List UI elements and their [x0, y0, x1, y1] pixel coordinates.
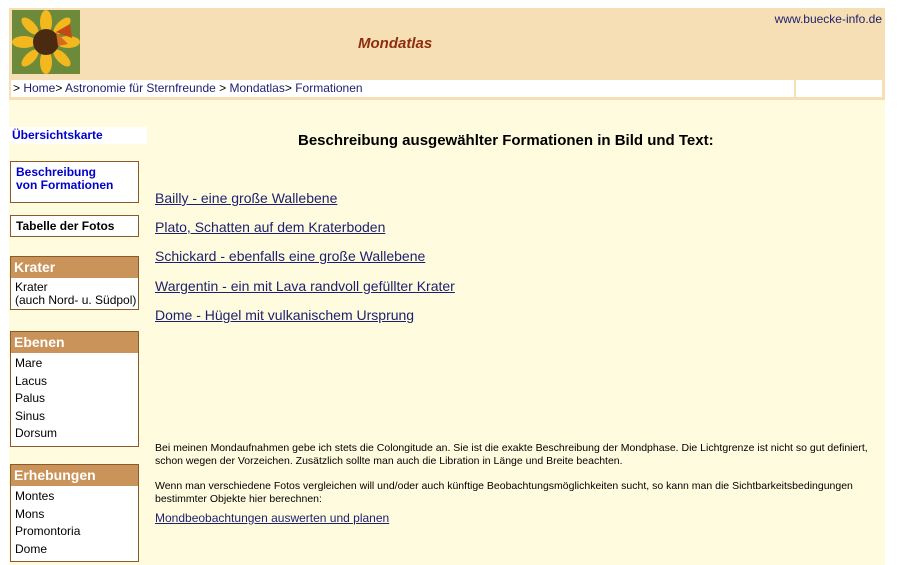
sidebar-krater-box: [10, 256, 139, 310]
plan-observations-link[interactable]: Mondbeobachtungen auswerten und planen: [155, 511, 390, 525]
sidebar-item-sinus[interactable]: Sinus: [15, 408, 46, 423]
sidebar-item-mons[interactable]: Mons: [15, 506, 45, 521]
breadcrumb-formationen[interactable]: Formationen: [295, 81, 363, 95]
krater-line1: Krater: [15, 280, 48, 294]
krater-line2: (auch Nord- u. Südpol): [15, 293, 137, 307]
site-link[interactable]: www.buecke-info.de: [774, 12, 882, 26]
sidebar-item-dorsum[interactable]: Dorsum: [15, 426, 58, 441]
sidebar-erhebungen-heading: Erhebungen: [11, 465, 138, 486]
sidebar-krater-heading: Krater: [11, 257, 138, 278]
main-heading: Beschreibung ausgewählter Formationen in Bild und Text:: [298, 132, 714, 149]
breadcrumb-sep: >: [13, 81, 24, 95]
sidebar-photo-table[interactable]: Tabelle der Fotos: [10, 215, 139, 237]
breadcrumb-empty-cell: [796, 80, 882, 97]
sidebar-krater-item[interactable]: [11, 278, 138, 307]
sidebar-ebenen-heading: Ebenen: [11, 332, 138, 353]
sidebar-ebenen-box: [10, 331, 139, 447]
formation-link-schickard[interactable]: Schickard - ebenfalls eine große Wallebene: [155, 248, 426, 264]
breadcrumb: [11, 80, 794, 97]
sidebar-overview-link[interactable]: Übersichtskarte: [9, 127, 147, 144]
breadcrumb-astronomie[interactable]: Astronomie für Sternfreunde: [65, 81, 216, 95]
page-title: Mondatlas: [358, 35, 433, 52]
breadcrumb-home[interactable]: Home: [23, 81, 56, 95]
breadcrumb-sep: >: [215, 81, 230, 95]
breadcrumb-mondatlas[interactable]: Mondatlas: [229, 81, 285, 95]
sidebar-item-lacus[interactable]: Lacus: [15, 373, 48, 388]
sidebar-erhebungen-box: [10, 464, 139, 562]
formation-link-plato[interactable]: Plato, Schatten auf dem Kraterboden: [155, 219, 386, 235]
breadcrumb-sep: >: [55, 81, 66, 95]
formation-link-bailly[interactable]: Bailly - eine große Wallebene: [155, 190, 338, 206]
sidebar-formation-description[interactable]: [10, 161, 139, 203]
sidebar-item-palus[interactable]: Palus: [15, 391, 46, 406]
page-frame: [9, 8, 885, 565]
formation-link-wargentin[interactable]: Wargentin - ein mit Lava randvoll gefüllter Krater: [155, 278, 455, 294]
formation-link-dome[interactable]: Dome - Hügel mit vulkanischem Ursprung: [155, 307, 415, 323]
sidebar-desc-line1: Beschreibung: [16, 165, 97, 179]
sunflower-butterfly-logo[interactable]: [12, 10, 80, 74]
sidebar-item-promontoria[interactable]: Promontoria: [15, 524, 81, 539]
observation-paragraph: Wenn man verschiedene Fotos vergleichen will und/oder auch künftige Beobachtungsmöglichkeiten sucht, so kann man die Sichtbarkeitsbedingungen bestimmter Objekte hier berechnen:: [155, 480, 853, 505]
colongitude-paragraph: Bei meinen Mondaufnahmen gebe ich stets die Colongitude an. Sie ist die exakte Beschreibung der Mondphase. Die Lichtgrenze ist nicht so gut definiert, schon wegen der Vorzeichen. Zusätzlich sollte man auch die Libration in Länge und Breite beachten.: [155, 442, 868, 467]
sidebar-desc-line2: von Formationen: [16, 178, 114, 192]
sidebar-item-dome[interactable]: Dome: [15, 541, 48, 556]
header: [9, 8, 885, 79]
sidebar-item-mare[interactable]: Mare: [15, 356, 43, 370]
sidebar-item-montes[interactable]: Montes: [15, 489, 55, 503]
breadcrumb-sep: >: [284, 81, 296, 95]
breadcrumb-row: [9, 79, 885, 100]
